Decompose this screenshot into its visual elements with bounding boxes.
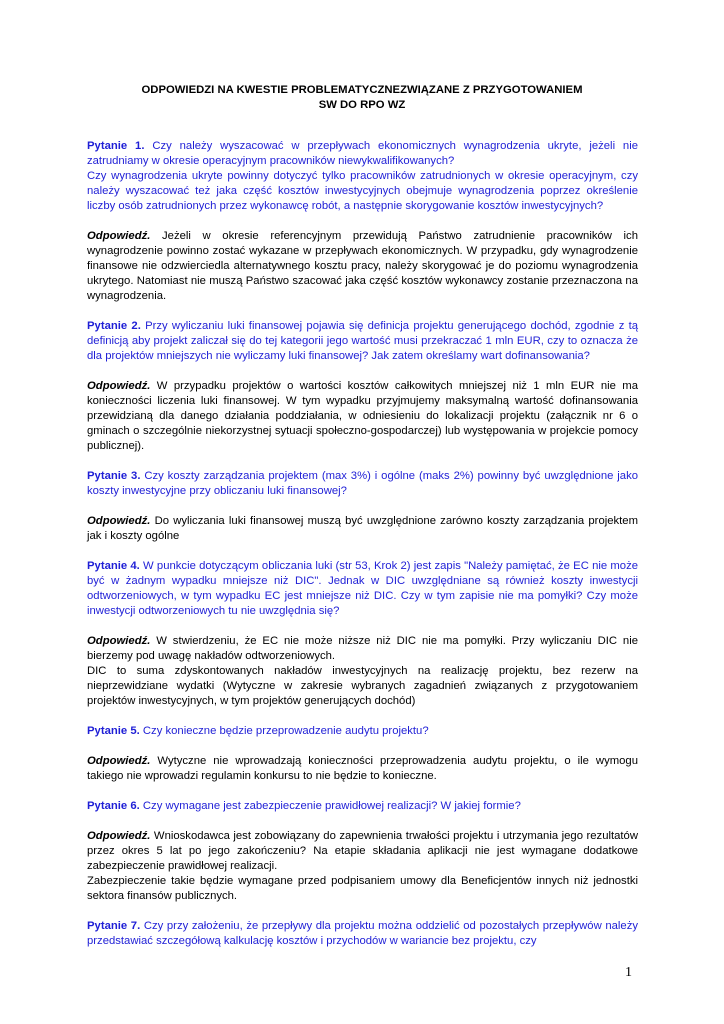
- question-label: Pytanie 7.: [87, 920, 141, 932]
- question-text: Czy koszty zarządzania projektem (max 3%) i ogólne (maks 2%) powinny być uwzględnione jako koszty inwestycyjne przy obliczaniu luki finansowej?: [87, 470, 638, 497]
- answer-label: Odpowiedź.: [87, 380, 151, 392]
- page-number: 1: [625, 965, 632, 980]
- answer-2: [87, 379, 638, 454]
- question-4: [87, 559, 638, 619]
- question-5: [87, 724, 638, 739]
- answer-paragraph: [87, 874, 638, 904]
- answer-paragraph: [87, 634, 638, 664]
- question-text: W punkcie dotyczącym obliczania luki (str 53, Krok 2) jest zapis "Należy pamiętać, że EC nie może być w żadnym wypadku mniejsze niż DIC". Jednak w DIC uwzględniane są również koszty inwestycji odtworzeniowych, w tym wypadku EC jest mniejsze niż DIC. Czy w tym zapisie nie ma pomyłki? Czy może inwestycji odtworzeniowych tu nie uwzględnia się?: [87, 560, 638, 617]
- question-paragraph: [87, 919, 638, 949]
- answer-label: Odpowiedź.: [87, 635, 151, 647]
- answer-text: Jeżeli w okresie referencyjnym przewidują Państwo zatrudnienie pracowników ich wynagrodzenie powinno zostać wykazane w przepływach ekonomicznych. W przypadku, gdy wynagrodzenie finansowe nie odzwierciedla alternatywnego kosztu pracy, należy skorygować je do poziomu wynagrodzenia ukrytego. Natomiast nie muszą Państwo szacować jaka część kosztów wykonawcy zostanie przeznaczona na wynagrodzenia.: [87, 230, 638, 302]
- question-label: Pytanie 5.: [87, 725, 140, 737]
- question-label: Pytanie 1.: [87, 140, 145, 152]
- answer-paragraph: [87, 754, 638, 784]
- question-text: Czy przy założeniu, że przepływy dla projektu można oddzielić od pozostałych przepływów należy przedstawiać szczegółową kalkulację kosztów i przychodów w wariancie bez projektu, czy: [87, 920, 638, 947]
- answer-1: [87, 229, 638, 304]
- question-paragraph: [87, 799, 638, 814]
- answer-text: W przypadku projektów o wartości kosztów całkowitych mniejszej niż 1 mln EUR nie ma konieczności liczenia luki finansowej. W tym wypadku przyjmujemy maksymalną wartość dofinansowania przewidzianą dla danego działania poddziałania, w odniesieniu do lokalizacji projektu (załącznik nr 6 o gminach o szczególnie niekorzystnej sytuacji społeczno-gospodarczej) lub występowania w projekcie pomocy publicznej).: [87, 380, 638, 452]
- answer-label: Odpowiedź.: [87, 230, 151, 242]
- question-label: Pytanie 3.: [87, 470, 141, 482]
- question-paragraph: [87, 469, 638, 499]
- answer-5: [87, 754, 638, 784]
- answer-label: Odpowiedź.: [87, 515, 151, 527]
- document-title: [88, 83, 636, 113]
- answer-paragraph: [87, 514, 638, 544]
- answer-text: Do wyliczania luki finansowej muszą być uwzględnione zarówno koszty zarządzania projektem jak i koszty ogólne: [87, 515, 638, 542]
- question-text: Przy wyliczaniu luki finansowej pojawia się definicja projektu generującego dochód, zgodnie z tą definicją aby projekt zaliczał się do tej kategorii jego wartość musi przekraczać 1 mln EUR, czy to oznacza że dla projektów mniejszych nie wyliczamy luki finansowej? Jak zatem określamy wart dofinansowania?: [87, 320, 638, 362]
- answer-text: Wytyczne nie wprowadzają konieczności przeprowadzenia audytu projektu, o ile wymogu takiego nie wprowadzi regulamin konkursu to nie będzie to konieczne.: [87, 755, 638, 782]
- title-line-2: SW DO RPO WZ: [318, 99, 406, 111]
- question-paragraph: [87, 319, 638, 364]
- answer-paragraph: [87, 229, 638, 304]
- answer-3: [87, 514, 638, 544]
- question-paragraph: [87, 559, 638, 619]
- question-6: [87, 799, 638, 814]
- question-2: [87, 319, 638, 364]
- question-text: Czy należy wyszacować w przepływach ekonomicznych wynagrodzenia ukryte, jeżeli nie zatrudniamy w okresie operacyjnym pracowników niewykwalifikowanych?: [87, 140, 639, 167]
- question-paragraph: [87, 139, 638, 169]
- answer-label: Odpowiedź.: [87, 755, 151, 767]
- answer-6: [87, 829, 638, 904]
- question-text: Czy wynagrodzenia ukryte powinny dotyczyć tylko pracowników zatrudnionych w okresie operacyjnym, czy należy wyszacować też jaka część kosztów inwestycyjnych obejmuje wynagrodzenia poprzez określenie liczby osób zatrudnionych przez wykonawcę robót, a następnie skorygowanie kosztów inwestycyjnych?: [87, 170, 638, 212]
- question-3: [87, 469, 638, 499]
- answer-4: [87, 634, 638, 709]
- question-paragraph: [87, 724, 638, 739]
- question-1: [87, 139, 638, 214]
- answer-paragraph: [87, 379, 638, 454]
- answer-text: W stwierdzeniu, że EC nie może niższe niż DIC nie ma pomyłki. Przy wyliczaniu DIC nie bierzemy pod uwagę nakładów odtworzeniowych.: [87, 635, 638, 662]
- answer-text: DIC to suma zdyskontowanych nakładów inwestycyjnych na realizację projektu, bez rezerw na nieprzewidziane wydatki (Wytyczne w zakresie wybranych zagadnień związanych z przygotowaniem projektów inwestycyjnych, w tym projektów generujących dochód): [87, 665, 638, 707]
- qa-content: [87, 139, 638, 964]
- title-line-1: ODPOWIEDZI NA KWESTIE PROBLEMATYCZNEZWIĄZANE Z PRZYGOTOWANIEM: [141, 84, 583, 96]
- question-label: Pytanie 2.: [87, 320, 141, 332]
- answer-text: Zabezpieczenie takie będzie wymagane przed podpisaniem umowy dla Beneficjentów innych niż jednostki sektora finansów publicznych.: [87, 875, 638, 902]
- question-label: Pytanie 6.: [87, 800, 140, 812]
- question-text: Czy wymagane jest zabezpieczenie prawidłowej realizacji? W jakiej formie?: [139, 800, 521, 812]
- answer-label: Odpowiedź.: [87, 830, 151, 842]
- question-paragraph: [87, 169, 638, 214]
- question-7: [87, 919, 638, 949]
- question-text: Czy konieczne będzie przeprowadzenie audytu projektu?: [139, 725, 429, 737]
- answer-text: Wnioskodawca jest zobowiązany do zapewnienia trwałości projektu i utrzymania jego rezultatów przez okres 5 lat po jego zakończeniu? Na etapie składania aplikacji nie jest wymagane dodatkowe zabezpieczenie prawidłowej realizacji.: [87, 830, 638, 872]
- question-label: Pytanie 4.: [87, 560, 140, 572]
- answer-paragraph: [87, 664, 638, 709]
- answer-paragraph: [87, 829, 638, 874]
